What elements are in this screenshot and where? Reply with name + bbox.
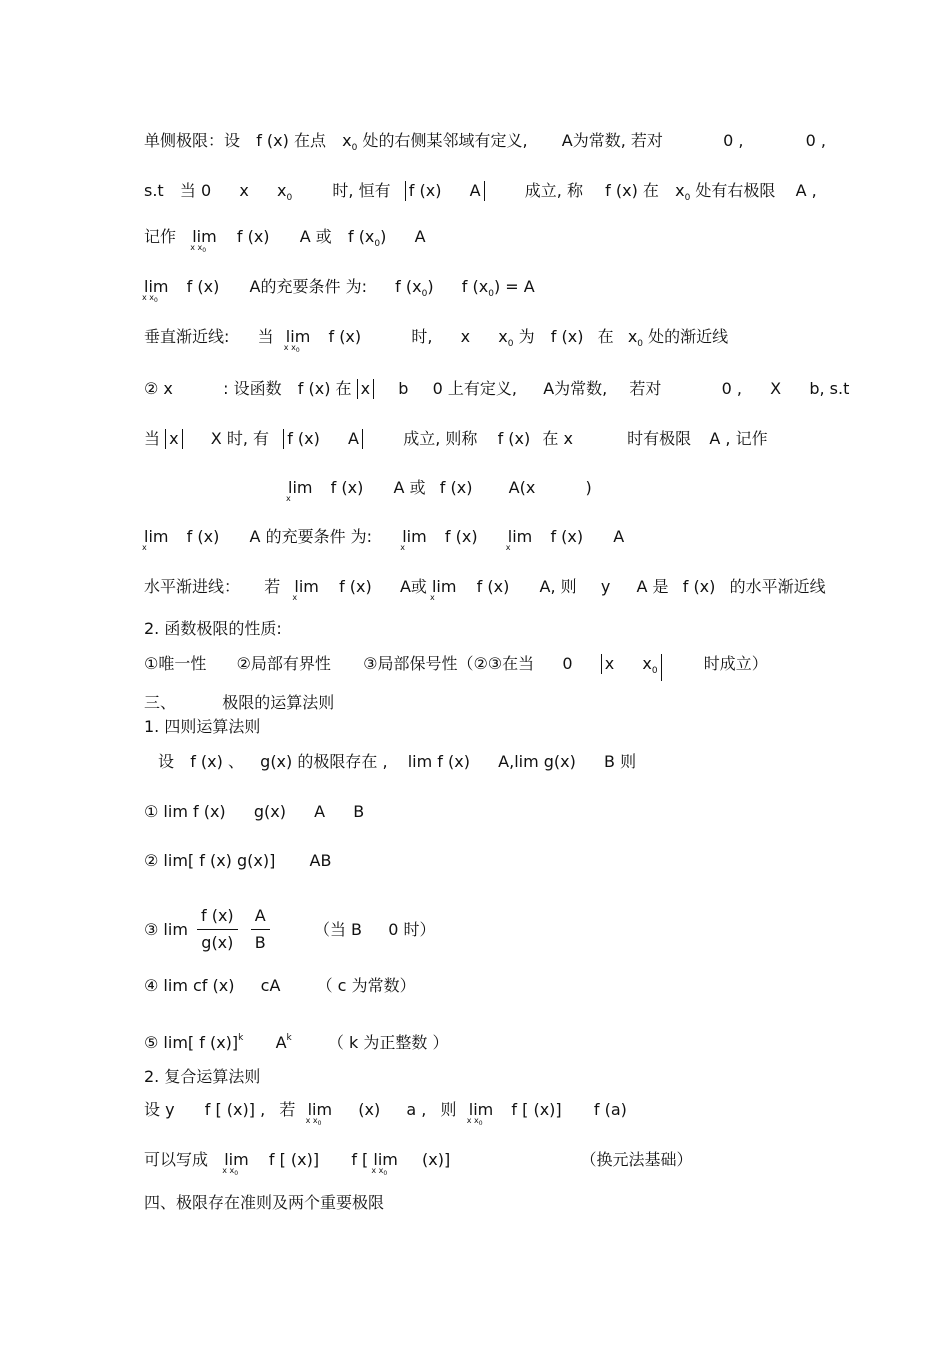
math: (x)] — [422, 1150, 451, 1169]
text: A或 — [399, 577, 427, 596]
text: ②局部有界性 — [236, 654, 331, 673]
text: 若对 — [629, 379, 662, 398]
limit-operator: lim x — [400, 527, 427, 552]
text: 则 — [440, 1100, 457, 1119]
line-arithmetic-assumption — [158, 752, 636, 772]
math: x0 — [342, 131, 358, 153]
text: 若 — [264, 577, 281, 596]
math: f (x) — [328, 327, 362, 346]
text: 垂直渐近线: — [144, 327, 230, 346]
math: A — [314, 802, 326, 821]
text: 极限的运算法则 — [222, 693, 335, 712]
math: f (x) — [256, 131, 289, 150]
text: 四、极限存在准则及两个重要极限 — [144, 1193, 385, 1212]
math: f (x) — [444, 527, 478, 546]
text: 记作 — [144, 227, 177, 246]
math: f (x) — [405, 181, 442, 201]
text: （ c 为常数） — [316, 976, 416, 995]
math: ⑤ lim[ f (x)]k — [144, 1033, 244, 1052]
text: （换元法基础） — [580, 1150, 693, 1169]
math: A — [613, 527, 625, 546]
heading-limit-properties — [144, 619, 282, 639]
math: f [ (x)] — [511, 1100, 562, 1119]
math: x0 — [277, 181, 293, 203]
text: 的水平渐近线 — [729, 577, 826, 596]
math: A — [414, 227, 426, 246]
math: f [ (x)] — [268, 1150, 320, 1169]
heading-limit-existence-criteria — [144, 1193, 384, 1213]
line-infinity-notation — [288, 478, 592, 506]
math: ② x — [144, 379, 173, 398]
math: x0 — [627, 327, 644, 349]
text: 成立, 称 — [524, 181, 583, 200]
text: 时, 恒有 — [332, 181, 391, 200]
math: f (x) — [186, 277, 220, 296]
text: 三、 — [144, 693, 177, 712]
text: : 设函数 — [223, 379, 282, 398]
text: 设 — [158, 752, 175, 771]
text: 的极限存在 , — [297, 752, 388, 771]
math: f (x) — [283, 429, 320, 449]
math: 0 , — [805, 131, 826, 150]
rule-quotient — [144, 906, 435, 953]
math: f (x) — [186, 527, 220, 546]
math: f [ — [351, 1150, 369, 1169]
text: 1. 四则运算法则 — [144, 717, 261, 736]
math: f (x) 、 — [190, 752, 244, 771]
text: A 或 — [299, 227, 332, 246]
text: 在 — [642, 181, 659, 200]
text: A 是 — [636, 577, 669, 596]
limit-operator: lim x x0 — [222, 1150, 249, 1177]
text: 当 — [257, 327, 274, 346]
math: f (x) — [476, 577, 510, 596]
fraction: $\frac{f (x)}{g(x)}$ — [197, 906, 238, 953]
math: (x) — [358, 1100, 381, 1119]
text: 可以写成 — [144, 1150, 209, 1169]
math: A(x — [508, 478, 536, 497]
math: f (x) — [330, 478, 364, 497]
limit-operator: lim x — [429, 577, 457, 602]
text: 处有右极限 — [695, 181, 776, 200]
text: 2. 函数极限的性质: — [144, 619, 282, 638]
text: 0 时） — [388, 919, 436, 939]
math: ① lim f (x) — [144, 802, 226, 821]
math: x0 — [675, 181, 691, 203]
rule-sum — [144, 802, 364, 822]
rule-power — [144, 1028, 448, 1053]
math: x — [239, 181, 249, 200]
text: （ k 为正整数 ） — [327, 1033, 449, 1052]
math: a , — [406, 1100, 427, 1119]
text: A的充要条件 为: — [249, 277, 367, 296]
math: lim f (x) — [407, 752, 470, 771]
math: f (x) — [439, 478, 473, 497]
math: ② lim[ f (x) g(x)] — [144, 851, 276, 870]
line-right-limit-iff — [144, 277, 535, 305]
text: 成立, 则称 — [403, 429, 478, 448]
math: f (x) — [550, 327, 584, 346]
math: x0 — [498, 327, 514, 349]
math: x — [601, 654, 614, 674]
text: 为 — [518, 327, 535, 346]
text: 当 0 — [179, 181, 212, 200]
line-notation — [144, 227, 426, 255]
heading-operation-rules — [144, 693, 334, 713]
text: 水平渐进线： — [144, 577, 241, 596]
rule-product — [144, 851, 331, 871]
math: A , — [795, 181, 817, 200]
math: f (x) — [682, 577, 716, 596]
math: b — [398, 379, 409, 398]
text: 处的右侧某邻域有定义, — [362, 131, 528, 150]
text: A, 则 — [539, 577, 577, 596]
text: 时成立） — [703, 654, 768, 673]
math: f (x) — [550, 527, 584, 546]
text: 2. 复合运算法则 — [144, 1067, 261, 1086]
text: （当 B — [313, 919, 363, 939]
math: ③ lim — [144, 919, 188, 939]
math: f (x0) — [347, 227, 387, 249]
limit-operator: lim x — [292, 577, 319, 602]
heading-arithmetic-rules — [144, 717, 260, 737]
limit-operator: lim x x0 — [190, 227, 217, 254]
math: f (a) — [593, 1100, 627, 1119]
math: x — [357, 379, 374, 399]
math: y — [600, 577, 611, 596]
math: 设 y — [144, 1100, 175, 1119]
math: X — [770, 379, 782, 398]
limit-operator: lim x x0 — [283, 327, 311, 354]
text: 在 — [335, 379, 352, 398]
limit-operator: lim x — [286, 478, 313, 503]
math: Ak — [275, 1033, 292, 1052]
math: 0 — [562, 654, 573, 673]
text: A为常数, — [543, 379, 608, 398]
math: g(x) — [253, 802, 286, 821]
heading-composite-rules — [144, 1067, 260, 1087]
text: 时有极限 — [627, 429, 692, 448]
limit-operator: lim x x0 — [305, 1100, 333, 1127]
limit-operator: lim x x0 — [371, 1150, 398, 1177]
math: A — [470, 181, 485, 201]
text: 时, — [411, 327, 433, 346]
text: A 或 — [393, 478, 426, 497]
fraction: $\frac{A}{B}$ — [251, 906, 270, 953]
math: B — [353, 802, 365, 821]
line-infinity-limit-condition — [144, 429, 768, 449]
text: 单侧极限：设 — [144, 131, 241, 150]
math: f (x) — [236, 227, 270, 246]
math: b, s.t — [809, 379, 850, 398]
line-right-limit-condition — [144, 181, 817, 208]
math: ④ lim cf (x) — [144, 976, 235, 995]
math: x0 — [642, 654, 661, 681]
math: A,lim g(x) — [498, 752, 576, 771]
math: 0 , — [721, 379, 742, 398]
text: 在点 — [293, 131, 326, 150]
math: A — [348, 429, 363, 449]
text: 当 — [144, 429, 161, 448]
text: 在 — [597, 327, 614, 346]
math: f [ (x)] , — [204, 1100, 266, 1119]
limit-operator: lim x — [142, 527, 169, 552]
text: ③局部保号性（②③在当 — [363, 654, 535, 673]
math: f (x) — [297, 379, 331, 398]
text: X 时, 有 — [210, 429, 269, 448]
line-horizontal-asymptote — [144, 577, 826, 605]
text: ①唯一性 — [144, 654, 207, 673]
text: 处的渐近线 — [648, 327, 729, 346]
line-right-limit-definition — [144, 131, 826, 158]
limit-operator: lim x x0 — [466, 1100, 494, 1127]
math: g(x) — [260, 752, 293, 771]
text: A为常数, 若对 — [561, 131, 663, 150]
text: A , 记作 — [709, 429, 768, 448]
text: 若 — [279, 1100, 296, 1119]
text: 0 上有定义, — [432, 379, 517, 398]
line-limit-properties — [144, 654, 768, 681]
math: x — [165, 429, 182, 449]
rule-constant-multiple — [144, 976, 416, 996]
limit-operator: lim x — [505, 527, 533, 552]
math: f (x) — [497, 429, 531, 448]
math: ) — [585, 478, 592, 497]
line-composite-rule — [144, 1100, 627, 1128]
math: x — [460, 327, 471, 346]
text: A 的充要条件 为: — [249, 527, 373, 546]
math: f (x0) = A — [461, 277, 535, 299]
line-composite-rewrite — [144, 1150, 692, 1178]
text: s.t — [144, 181, 164, 200]
math: AB — [309, 851, 332, 870]
math: B 则 — [604, 752, 637, 771]
math: f (x) — [339, 577, 372, 596]
line-vertical-asymptote — [144, 327, 728, 355]
line-infinity-limit-definition — [144, 379, 849, 399]
math: cA — [260, 976, 281, 995]
line-infinity-iff — [144, 527, 624, 555]
math: f (x0) — [395, 277, 434, 299]
text: 在 x — [542, 429, 573, 448]
math: 0 , — [723, 131, 744, 150]
limit-operator: lim x x0 — [142, 277, 169, 304]
math: f (x) — [605, 181, 638, 200]
